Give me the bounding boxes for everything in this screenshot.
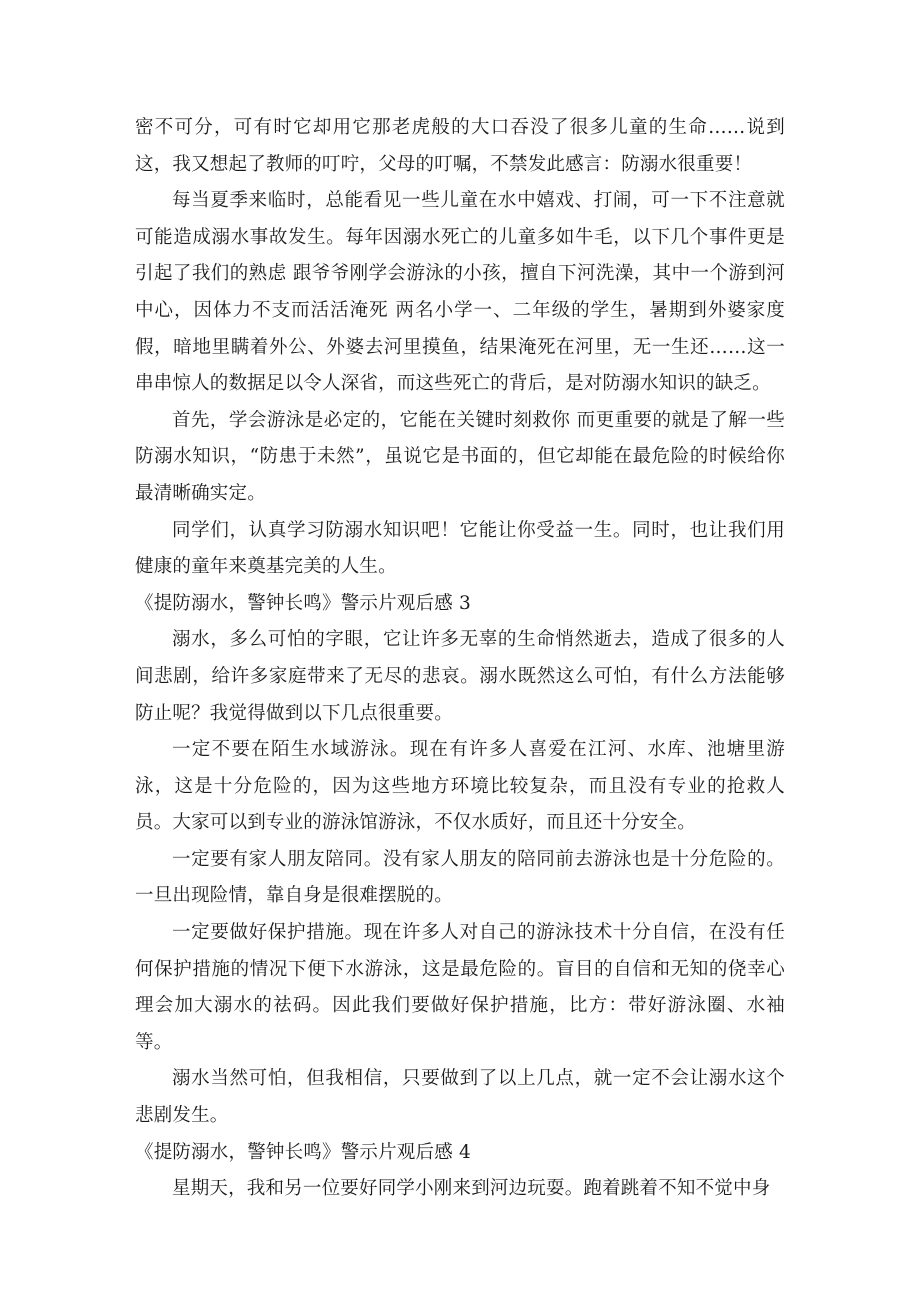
paragraph-4: 同学们，认真学习防溺水知识吧！它能让你受益一生。同时，也让我们用健康的童年来奠基完美的人生。 (135, 519, 785, 578)
paragraph-1: 密不可分，可有时它却用它那老虎般的大口吞没了很多儿童的生命……说到这，我又想起了教师的叮咛，父母的叮嘱，不禁发此感言：防溺水很重要！ (135, 117, 785, 175)
paragraph-5: 溺水，多么可怕的字眼，它让许多无辜的生命悄然逝去，造成了很多的人间悲剧，给许多家庭带来了无尽的悲哀。溺水既然这么可怕，有什么方法能够防止呢？我觉得做到以下几点很重要。 (135, 629, 785, 724)
section-heading-4: 《提防溺水，警钟长鸣》警示片观后感 4 (135, 1141, 471, 1163)
paragraph-8: 一定要做好保护措施。现在许多人对自己的游泳技术十分自信，在没有任何保护措施的情况下便下水游泳，这是最危险的。盲目的自信和无知的侥幸心理会加大溺水的祛码。因此我们要做好保护措施，比方：带好游泳圈、水袖等。 (135, 922, 785, 1053)
document-body (135, 110, 785, 1208)
paragraph-10: 星期天，我和另一位要好同学小刚来到河边玩耍。跑着跳着不知不觉中身 (172, 1178, 771, 1200)
paragraph-3: 首先，学会游泳是必定的，它能在关键时刻救你 而更重要的就是了解一些防溺水知识，“防患于未然”，虽说它是书面的，但它却能在最危险的时候给你最清晰确实定。 (135, 409, 785, 504)
paragraph-7: 一定要有家人朋友陪同。没有家人朋友的陪同前去游泳也是十分危险的。一旦出现险情，靠自身是很难摆脱的。 (135, 848, 785, 907)
paragraph-2: 每当夏季来临时，总能看见一些儿童在水中嬉戏、打闹，可一下不注意就可能造成溺水事故发生。每年因溺水死亡的儿童多如牛毛，以下几个事件更是引起了我们的熟虑 跟爷爷刚学会游泳的小孩，擅自下河洗澡，其中一个游到河中心，因体力不支而活活淹死 两名小学一、二年级的学生，暑期到外婆家度假，暗地里瞒着外公、外婆去河里摸鱼，结果淹死在河里，无一生还……这一串串惊人的数据足以令人深省，而这些死亡的背后，是对防溺水知识的缺乏。 (135, 190, 785, 395)
section-heading-3: 《提防溺水，警钟长鸣》警示片观后感 3 (135, 592, 471, 614)
paragraph-9: 溺水当然可怕，但我相信，只要做到了以上几点，就一定不会让溺水这个悲剧发生。 (135, 1068, 785, 1127)
paragraph-6: 一定不要在陌生水域游泳。现在有许多人喜爱在江河、水库、池塘里游泳，这是十分危险的，因为这些地方环境比较复杂，而且没有专业的抢救人员。大家可以到专业的游泳馆游泳，不仅水质好，而且还十分安全。 (135, 739, 785, 834)
